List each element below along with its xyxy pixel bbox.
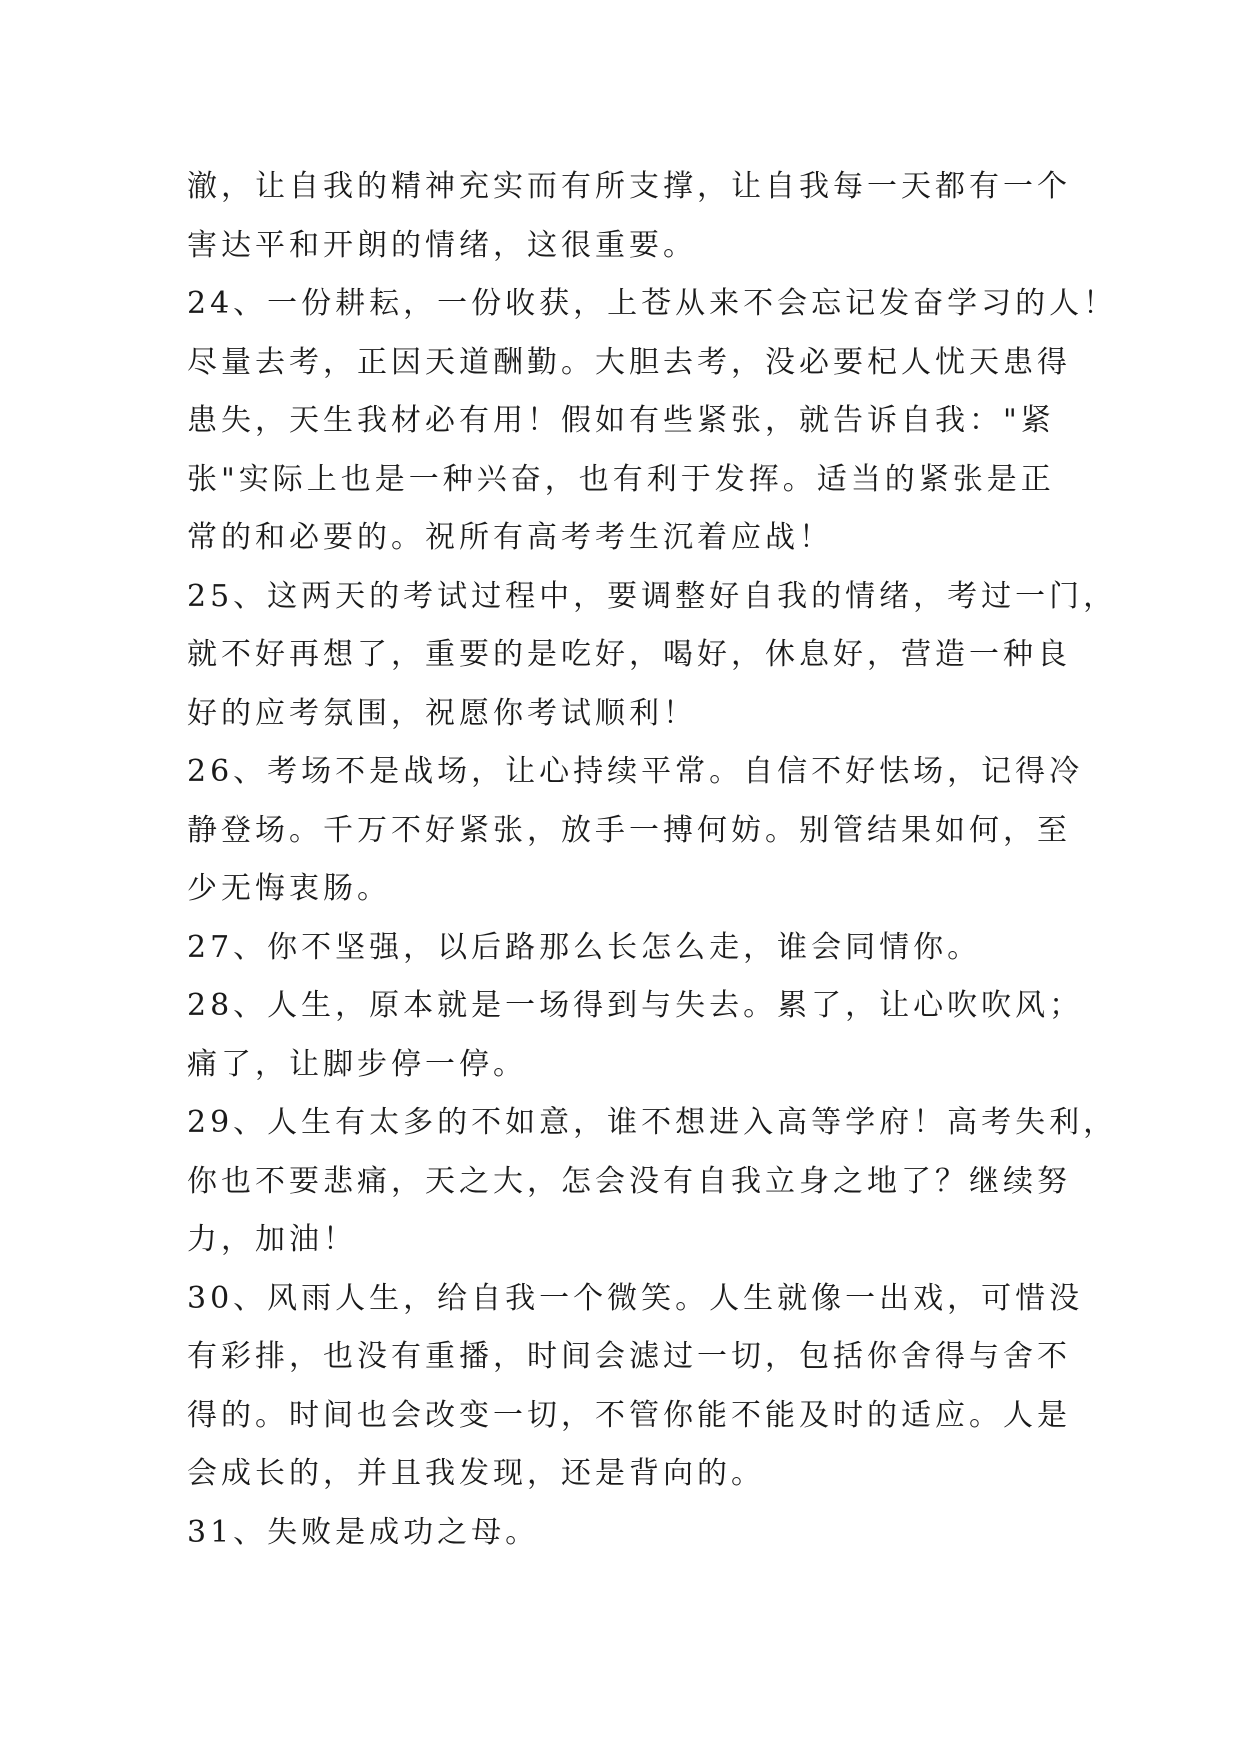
text-line: 你也不要悲痛，天之大，怎会没有自我立身之地了？继续努 — [187, 1163, 1071, 1199]
text-line: 力，加油！ — [187, 1222, 357, 1257]
text-line: 好的应考氛围，祝愿你考试顺利！ — [187, 695, 697, 731]
text-line: 少无悔衷肠。 — [187, 871, 391, 906]
text-line: 有彩排，也没有重播，时间会滤过一切，包括你舍得与舍不 — [187, 1339, 1071, 1374]
document-body-text — [187, 158, 1118, 1562]
text-line: 就不好再想了，重要的是吃好，喝好，休息好，营造一种良 — [187, 637, 1071, 672]
text-line: 尽量去考，正因天道酬勤。大胆去考，没必要杞人忧天患得 — [187, 344, 1071, 380]
text-line: 痛了，让脚步停一停。 — [187, 1046, 527, 1082]
text-line: 27、你不坚强，以后路那么长怎么走，谁会同情你。 — [187, 929, 982, 965]
text-line: 28、人生，原本就是一场得到与失去。累了，让心吹吹风； — [187, 988, 1084, 1023]
text-line: 澈，让自我的精神充实而有所支撑，让自我每一天都有一个 — [187, 169, 1071, 204]
text-line: 张"实际上也是一种兴奋，也有利于发挥。适当的紧张是正 — [187, 461, 1055, 497]
text-line: 会成长的，并且我发现，还是背向的。 — [187, 1456, 765, 1491]
text-line: 得的。时间也会改变一切，不管你能不能及时的适应。人是 — [187, 1397, 1071, 1433]
text-line: 30、风雨人生，给自我一个微笑。人生就像一出戏，可惜没 — [187, 1280, 1084, 1316]
text-line: 患失，天生我材必有用！假如有些紧张，就告诉自我："紧 — [187, 403, 1055, 438]
text-line: 29、人生有太多的不如意，谁不想进入高等学府！高考失利， — [187, 1105, 1118, 1140]
text-line: 31、失败是成功之母。 — [187, 1514, 540, 1550]
text-line: 常的和必要的。祝所有高考考生沉着应战！ — [187, 520, 833, 555]
text-line: 26、考场不是战场，让心持续平常。自信不好怯场，记得冷 — [187, 754, 1084, 789]
text-line: 25、这两天的考试过程中，要调整好自我的情绪，考过一门， — [187, 578, 1118, 614]
text-line: 24、一份耕耘，一份收获，上苍从来不会忘记发奋学习的人！ — [187, 286, 1118, 321]
text-line: 害达平和开朗的情绪，这很重要。 — [187, 227, 697, 263]
text-line: 静登场。千万不好紧张，放手一搏何妨。别管结果如何，至 — [187, 812, 1071, 848]
